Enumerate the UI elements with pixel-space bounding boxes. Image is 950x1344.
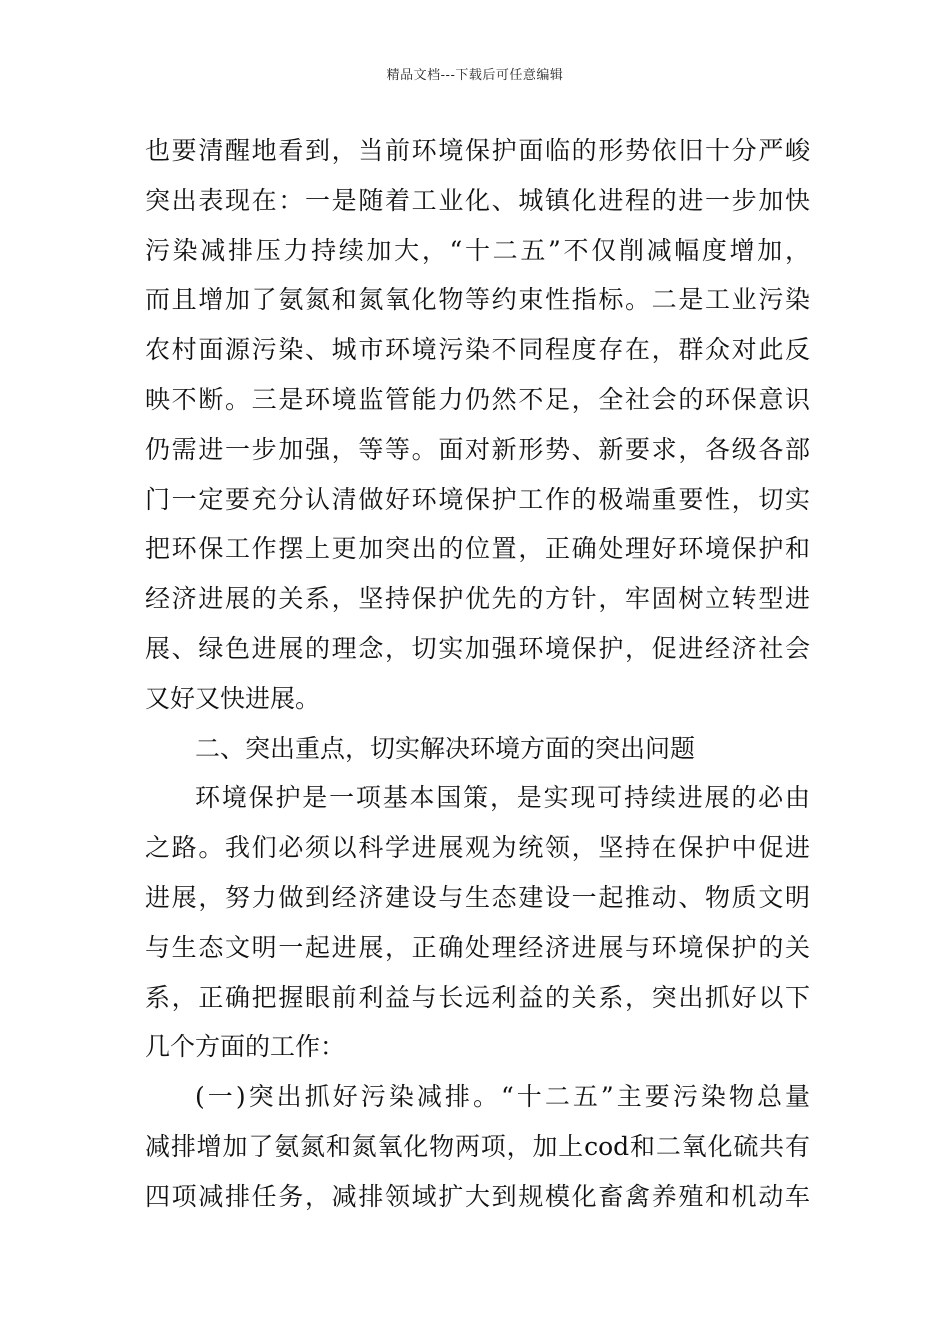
text-line: 门一定要充分认清做好环境保护工作的极端重要性，切实 [145, 484, 810, 514]
section-heading [145, 724, 810, 774]
text-line: 又好又快进展。 [145, 683, 321, 713]
text-line: 也要清醒地看到，当前环境保护面临的形势依旧十分严峻 [145, 136, 810, 165]
paragraph-3 [145, 773, 810, 1072]
text-line: 映不断。三是环境监管能力仍然不足，全社会的环保意识 [145, 384, 810, 414]
paragraph-1 [145, 126, 810, 724]
text-line: 进展，努力做到经济建设与生态建设一起推动、物质文明 [145, 882, 810, 912]
text-line: 污染减排压力持续加大，“十二五”不仅削减幅度增加， [145, 235, 810, 265]
text-line: 减排增加了氨氮和氮氧化物两项，加上cod和二氧化硫共有 [145, 1131, 810, 1161]
text-line: 经济进展的关系，坚持保护优先的方针，牢固树立转型进 [145, 584, 810, 614]
text-line: 展、绿色进展的理念，切实加强环境保护，促进经济社会 [145, 633, 810, 663]
text-line: 四项减排任务，减排领域扩大到规模化畜禽养殖和机动车 [145, 1181, 810, 1211]
text-line: 与生态文明一起进展，正确处理经济进展与环境保护的关 [145, 932, 810, 962]
text-line: 几个方面的工作： [145, 1032, 346, 1062]
text-line: 突出表现在：一是随着工业化、城镇化进程的进一步加快 [145, 185, 810, 215]
text-line: 农村面源污染、城市环境污染不同程度存在，群众对此反 [145, 335, 810, 365]
text-line: 把环保工作摆上更加突出的位置，正确处理好环境保护和 [145, 534, 810, 564]
text-line: 仍需进一步加强，等等。面对新形势、新要求，各级各部 [145, 434, 810, 464]
document-body [145, 126, 810, 1222]
page-header: 精品文档---下载后可任意编辑 [386, 68, 564, 83]
paragraph-4 [145, 1072, 810, 1221]
text-line: (一)突出抓好污染减排。“十二五”主要污染物总量 [195, 1082, 810, 1112]
text-line: 之路。我们必须以科学进展观为统领，坚持在保护中促进 [145, 833, 810, 863]
text-line: 而且增加了氨氮和氮氧化物等约束性指标。二是工业污染 [145, 285, 810, 315]
heading-line: 二、突出重点，切实解决环境方面的突出问题 [195, 733, 696, 763]
text-line: 环境保护是一项基本国策，是实现可持续进展的必由 [195, 783, 810, 813]
text-line: 系，正确把握眼前利益与长远利益的关系，突出抓好以下 [145, 982, 810, 1012]
